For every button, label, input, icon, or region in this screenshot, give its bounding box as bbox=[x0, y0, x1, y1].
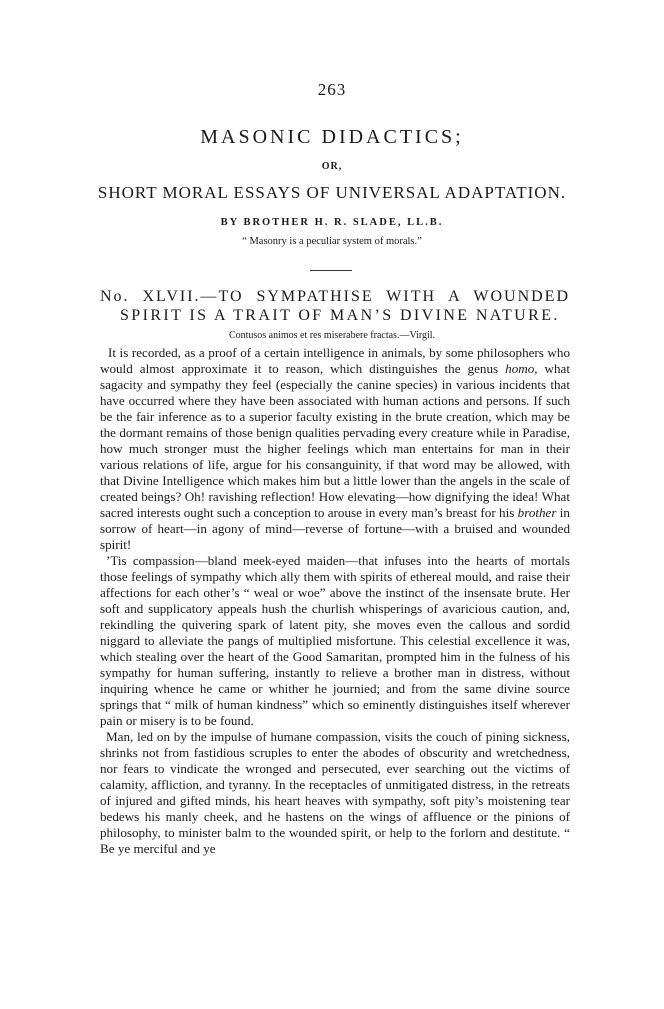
epigraph: Contusos animos et res miserabere fractas.—Virgil. bbox=[228, 330, 436, 341]
paragraph-1 bbox=[100, 345, 570, 553]
subtitle: SHORT MORAL ESSAYS OF UNIVERSAL ADAPTATION. bbox=[97, 183, 567, 202]
paragraph-1-part-1: It is recorded, as a proof of a certain intelligence in animals, by some philosophers who would almost approximate it to reason, which distinguishes the genus bbox=[100, 345, 570, 376]
essay-title-line-1: No. XLVII.—TO SYMPATHISE WITH A WOUNDED bbox=[100, 288, 570, 305]
byline: BY BROTHER H. R. SLADE, LL.B. bbox=[220, 217, 444, 228]
paragraph-1-part-2: what sagacity and sympathy they feel (especially the canine species) in various incidents that have occurred where they have been associated with human actions and persons. If such be the fair inference as to a superior faculty existing in the brute creation, which may be the dormant remains of those benign qualities pervading every creature while in Paradise, how much stronger must the higher feelings which man entertains for man in their various relations of life, argue for his consanguinity, if that word may be allowed, with that Divine Intelligence which makes him but a little lower than the angels in the scale of created beings? Oh! ravishing reflection! How elevating—how dignifying the idea! What sacred interests ought such a conception to arouse in every man’s breast for his bbox=[100, 361, 570, 520]
divider-rule bbox=[310, 270, 352, 271]
paragraph-2: ’Tis compassion—bland meek-eyed maiden—that infuses into the hearts of mortals those feelings of sympathy which ally them with spirits of ethereal mould, and raise their affections for each other’s “ weal or woe” above the instinct of the insensate brute. Her soft and supplicatory appeals hush the churlish whisperings of avaricious caution, and, rekindling the quivering spark of latent pity, she moves even the callous and sordid niggard to alleviate the pangs of multiplied misfortune. This celestial excellence it was, which stealing over the heart of the Good Samaritan, prompted him in the fulness of his sympathy for human suffering, instantly to relieve a brother man in distress, without inquiring whence he came or whither he journied; and from the same divine source springs that “ milk of human kindness” which so eminently distinguishes itself wherever pain or misery is to be found. bbox=[100, 553, 570, 728]
page-number: 263 bbox=[317, 80, 347, 99]
series-title: MASONIC DIDACTICS; bbox=[200, 126, 464, 148]
paragraph-3: Man, led on by the impulse of humane compassion, visits the couch of pining sickness, shrinks not from fastidious scruples to enter the abodes of obscurity and wretchedness, nor fears to vindicate the wronged and persecuted, ever searching out the victims of calamity, affliction, and tyranny. In the receptacles of unmitigated distress, in the retreats of injured and gifted minds, his heart heaves with sympathy, soft pity’s moistening tear bedews his manly cheek, and he hastens on the wings of affluence or the pinions of philosophy, to minister balm to the wounded spirit, or help to the forlorn and destitute. “ Be ye merciful and ye bbox=[100, 729, 570, 856]
or-line: OR, bbox=[321, 161, 343, 172]
essay-title bbox=[100, 287, 570, 325]
paragraph-1-italic-2: brother bbox=[517, 505, 557, 520]
paragraph-1-part-3: in sorrow of heart—in agony of mind—reverse of fortune—with a bruised and wounded spirit! bbox=[100, 505, 570, 552]
paragraph-1-italic-1: homo, bbox=[505, 361, 538, 376]
essay-title-line-2: SPIRIT IS A TRAIT OF MAN’S DIVINE NATURE. bbox=[120, 307, 560, 324]
motto: “ Masonry is a peculiar system of morals.” bbox=[242, 236, 422, 247]
essay-body bbox=[100, 345, 570, 857]
